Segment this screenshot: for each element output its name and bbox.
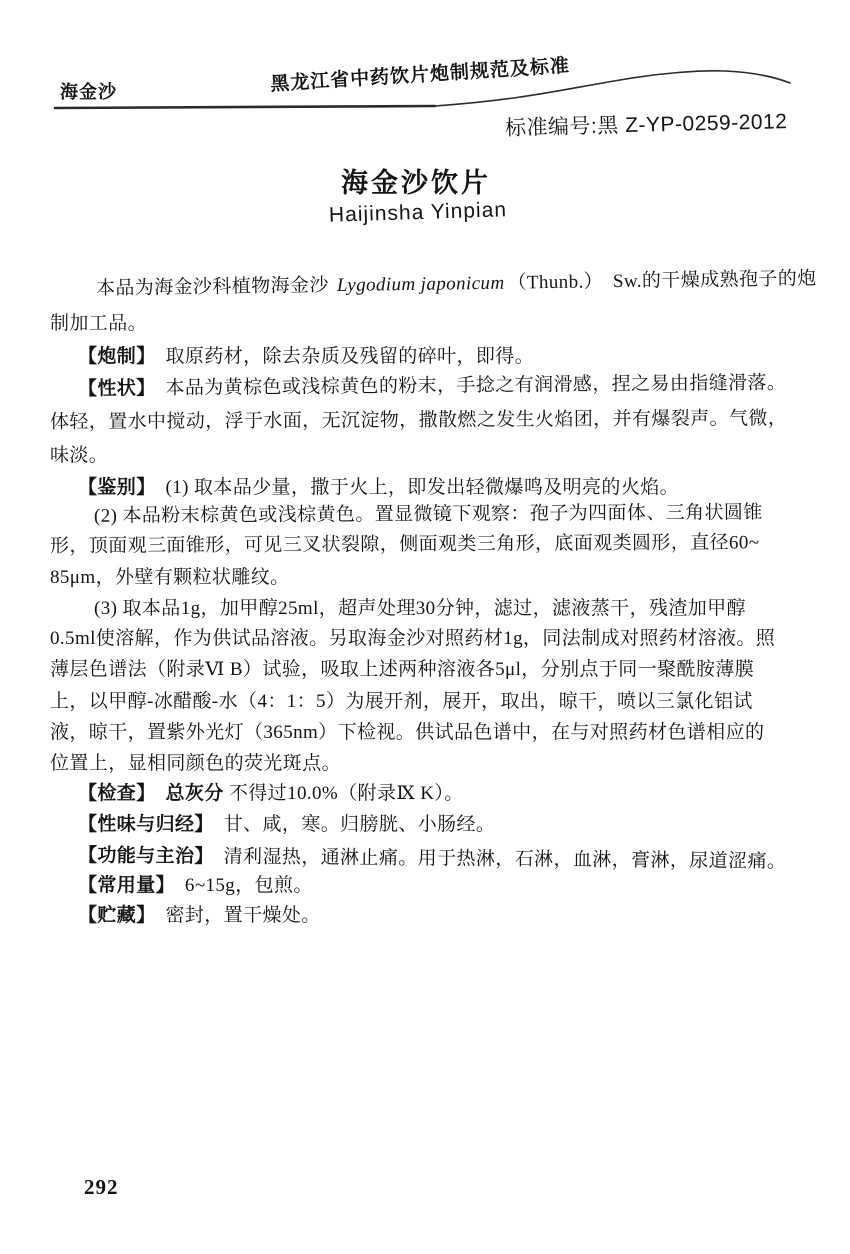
body-line [50, 626, 775, 652]
text-segment: 0.5ml使溶解，作为供试品溶液。另取海金沙对照药材1g，同法制成对照药材溶液。照 [50, 628, 776, 649]
document-title: 海金沙饮片 [341, 168, 491, 198]
text-segment: 清利湿热，通淋止痛。用于热淋，石淋，血淋，膏淋，尿道涩痛。 [204, 846, 787, 873]
body-line [50, 565, 290, 591]
text-segment: 液，晾干，置紫外光灯（365nm）下检视。供试品色谱中，在与对照药材色谱相应的 [50, 722, 765, 743]
body-line [50, 812, 495, 838]
section-label: 总灰分 [165, 783, 224, 804]
text-segment: 上，以甲醇-冰醋酸-水（4：1：5）为展开剂，展开，取出，晾干，喷以三氯化铝试 [50, 691, 753, 712]
body-line [50, 689, 753, 715]
text-segment: 本品为海金沙科植物海金沙 [95, 275, 335, 300]
body-line [50, 371, 787, 403]
text-segment: 制加工品。 [50, 313, 148, 334]
text-segment: 6~15g，包煎。 [165, 875, 313, 896]
body-line [50, 903, 321, 929]
body-line [50, 843, 787, 875]
latin-name: Lygodium japonicum [336, 272, 505, 296]
text-segment: （Thunb.） Sw.的干燥成熟孢子的炮 [507, 268, 817, 294]
section-label: 【贮藏】 [78, 905, 147, 926]
text-segment: 85μm，外壁有颗粒状雕纹。 [50, 567, 290, 588]
text-segment: 密封，置干燥处。 [146, 905, 321, 926]
text-segment: 位置上，显相同颜色的荧光斑点。 [50, 753, 342, 774]
body-line [50, 781, 464, 807]
text-segment: 形，顶面观三面锥形，可见三叉状裂隙，侧面观类三角形，底面观类圆形，直径60~ [49, 532, 760, 557]
header-book-title: 黑龙江省中药饮片炮制规范及标准 [269, 55, 571, 96]
body-line [50, 344, 534, 370]
section-label: 【性状】 [77, 378, 147, 400]
body-line [50, 500, 763, 530]
section-label: 【常用量】 [78, 875, 166, 896]
section-label: 【性味与归经】 [78, 814, 205, 835]
text-segment: 甘、咸，寒。归膀胱、小肠经。 [204, 814, 496, 835]
body-line [50, 443, 108, 469]
body-line [50, 873, 313, 899]
text-segment: (1) 取本品少量，撒于火上，即发出轻微爆鸣及明亮的火焰。 [146, 477, 680, 498]
header-page-label: 海金沙 [60, 82, 117, 102]
body-line [50, 475, 679, 501]
text-segment [146, 783, 165, 804]
text-segment: 体轻，置水中搅动，浮于水面，无沉淀物，撒散燃之发生火焰团，并有爆裂声。气微， [49, 408, 788, 433]
body-line [50, 530, 760, 560]
text-segment: 味淡。 [50, 445, 109, 466]
body-line [50, 406, 787, 436]
section-label: 【功能与主治】 [77, 845, 205, 868]
body-line [50, 311, 147, 337]
document-subtitle-pinyin: Haijinsha Yinpian [328, 198, 508, 227]
text-segment: 薄层色谱法（附录Ⅵ B）试验，吸取上述两种溶液各5μl，分别点于同一聚酰胺薄膜 [50, 659, 755, 680]
page-number: 292 [84, 1175, 119, 1199]
body-line [50, 266, 817, 303]
body-line [50, 751, 341, 777]
standard-number: 标准编号:黑 Z-YP-0259-2012 [504, 110, 788, 140]
body-line [50, 720, 764, 746]
text-segment: 本品为黄棕色或浅棕黄色的粉末，手捻之有润滑感，捏之易由指缝滑落。 [146, 372, 787, 400]
section-label: 【检查】 [78, 783, 147, 804]
text-segment: (3) 取本品1g，加甲醇25ml，超声处理30分钟，滤过，滤液蒸干，残渣加甲醇 [94, 598, 746, 619]
section-label: 【鉴别】 [78, 477, 147, 498]
text-segment: 不得过10.0%（附录Ⅸ K）。 [223, 783, 464, 804]
body-line [50, 657, 754, 683]
text-segment: 取原药材，除去杂质及残留的碎叶，即得。 [146, 346, 535, 367]
section-label: 【炮制】 [78, 346, 147, 367]
text-segment: (2) 本品粉末棕黄色或浅棕黄色。置显微镜下观察：孢子为四面体、三角状圆锥 [93, 502, 763, 527]
body-line [50, 596, 746, 622]
